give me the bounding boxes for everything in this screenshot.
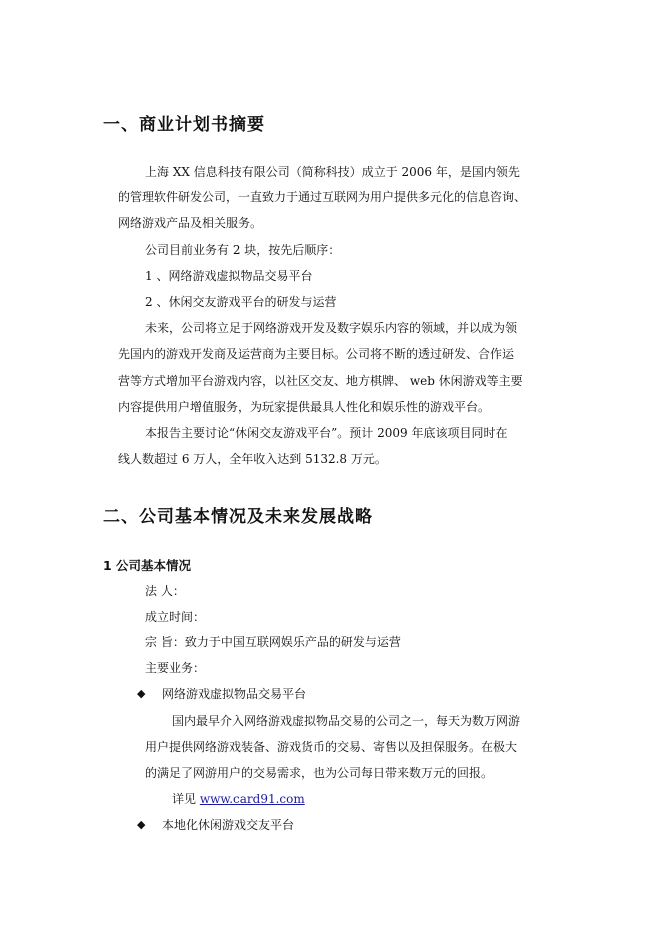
bullet-title: 本地化休闲游戏交友平台 (162, 818, 295, 832)
diamond-bullet-icon: ◆ (137, 818, 146, 831)
paragraph-line: 用户提供网络游戏装备、游戏货币的交易、寄售以及担保服务。在极大 (145, 740, 518, 754)
bullet-title: 网络游戏虚拟物品交易平台 (162, 687, 307, 701)
paragraph-line: 国内最早介入网络游戏虚拟物品交易的公司之一，每天为数万网游 (172, 714, 521, 728)
website-link[interactable]: www.card91.com (199, 792, 305, 806)
paragraph-line: 网络游戏产品及相关服务。 (118, 216, 263, 230)
paragraph-line: 先国内的游戏开发商及运营商为主要目标。公司将不断的透过研发、合作运 (118, 347, 515, 361)
see-line (172, 791, 305, 807)
founded-line: 成立时间： (145, 610, 206, 624)
paragraph-line: 上海 XX 信息科技有限公司（简称科技）成立于 2006 年，是国内领先 (145, 165, 520, 179)
paragraph-line: 公司目前业务有 2 块，按先后顺序： (145, 243, 341, 257)
paragraph-line: 的管理软件研发公司，一直致力于通过互联网为用户提供多元化的信息咨询、 (118, 190, 527, 204)
diamond-bullet-icon: ◆ (137, 687, 146, 700)
section2-heading: 二、公司基本情况及未来发展战略 (103, 507, 373, 527)
paragraph-line: 本报告主要讨论“休闲交友游戏平台”。预计 2009 年底该项目同时在 (145, 426, 508, 440)
list-item: 2 、休闲交友游戏平台的研发与运营 (145, 295, 337, 309)
main-business-line: 主要业务： (145, 661, 206, 675)
paragraph-line: 的满足了网游用户的交易需求，也为公司每日带来数万元的回报。 (145, 766, 494, 780)
paragraph-line: 营等方式增加平台游戏内容，以社区交友、地方棋牌、 web 休闲游戏等主要 (118, 374, 523, 388)
legal-person-line: 法 人： (145, 584, 185, 598)
paragraph-line: 未来，公司将立足于网络游戏开发及数字娱乐内容的领域，并以成为领 (145, 321, 518, 335)
paragraph-line: 内容提供用户增值服务，为玩家提供最具人性化和娱乐性的游戏平台。 (118, 400, 491, 414)
purpose-line: 宗 旨：致力于中国互联网娱乐产品的研发与运营 (145, 635, 401, 649)
paragraph-line: 线人数超过 6 万人，全年收入达到 5132.8 万元。 (118, 452, 387, 466)
section1-heading: 一、商业计划书摘要 (103, 115, 265, 135)
list-item: 1 、网络游戏虚拟物品交易平台 (145, 269, 313, 283)
sub-heading: 1 公司基本情况 (103, 558, 192, 573)
see-prefix: 详见 (172, 792, 200, 806)
